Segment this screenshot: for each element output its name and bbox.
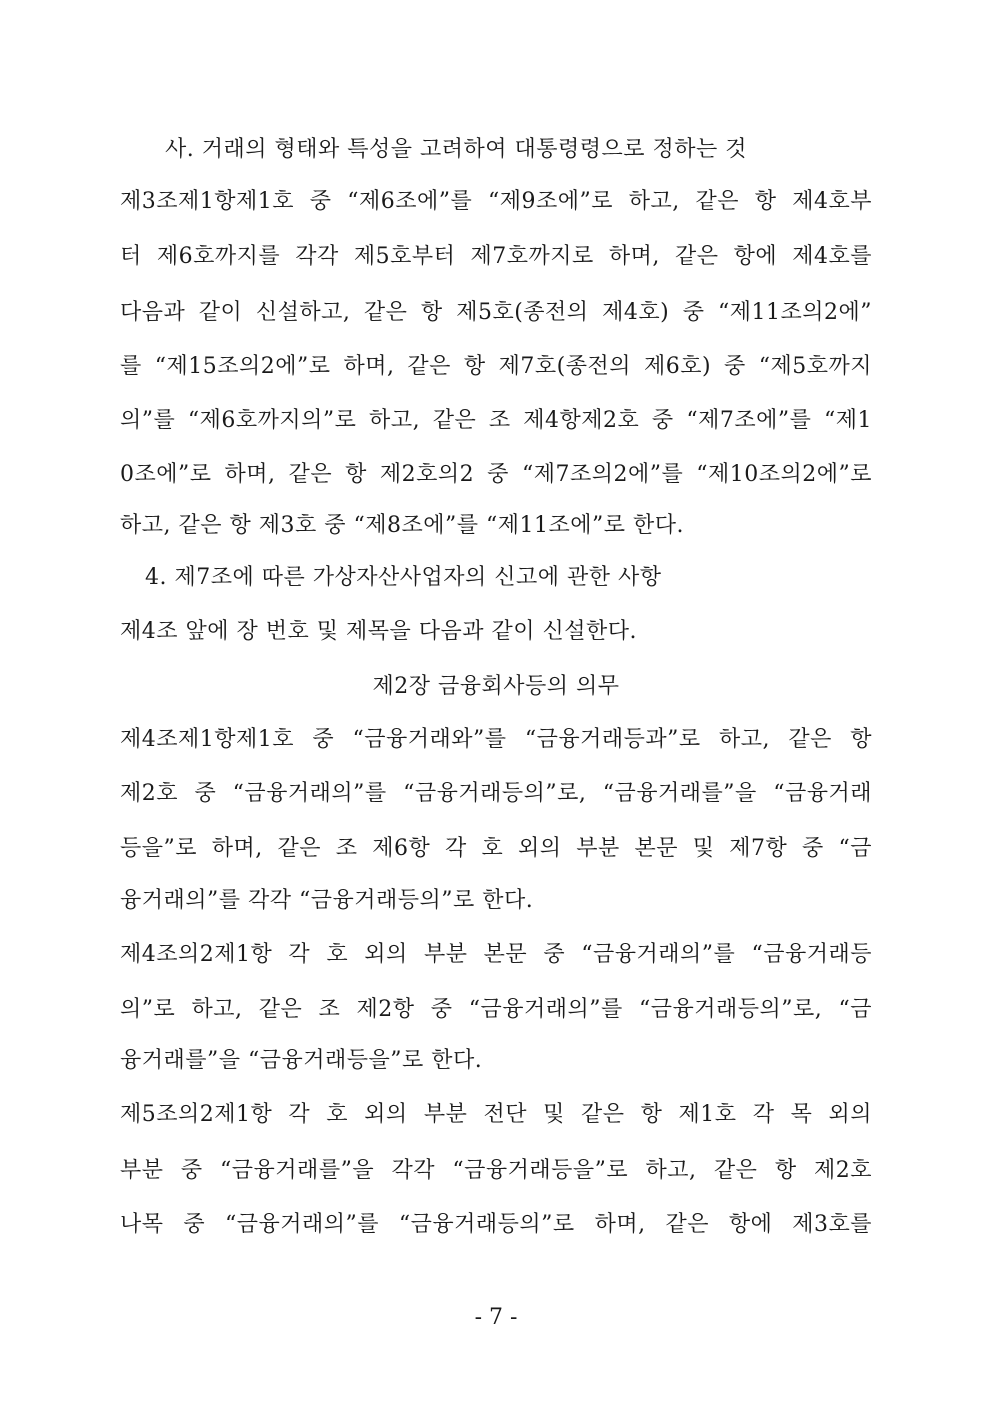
text-line: 제2호 중 “금융거래의”를 “금융거래등의”로, “금융거래를”을 “금융거래 xyxy=(120,781,872,806)
text-line: 터 제6호까지를 각각 제5호부터 제7호까지로 하며, 같은 항에 제4호를 xyxy=(120,244,872,269)
text-line: 융거래의”를 각각 “금융거래등의”로 한다. xyxy=(120,888,534,913)
list-item-4: 4. 제7조에 따른 가상자산사업자의 신고에 관한 사항 xyxy=(145,565,662,590)
page-number: - 7 - xyxy=(474,1305,518,1330)
text-line: 부분 중 “금융거래를”을 각각 “금융거래등을”로 하고, 같은 항 제2호 xyxy=(120,1158,872,1183)
chapter-heading: 제2장 금융회사등의 의무 xyxy=(372,674,620,699)
text-line: 제4조 앞에 장 번호 및 제목을 다음과 같이 신설한다. xyxy=(120,619,637,644)
list-item-sa: 사. 거래의 형태와 특성을 고려하여 대통령령으로 정하는 것 xyxy=(165,137,747,162)
text-line: 융거래를”을 “금융거래등을”로 한다. xyxy=(120,1048,483,1073)
text-line: 의”를 “제6호까지의”로 하고, 같은 조 제4항제2호 중 “제7조에”를 “제1 xyxy=(120,408,872,433)
text-line: 제5조의2제1항 각 호 외의 부분 전단 및 같은 항 제1호 각 목 외의 xyxy=(120,1102,872,1127)
text-line: 를 “제15조의2에”로 하며, 같은 항 제7호(종전의 제6호) 중 “제5호까지 xyxy=(120,354,872,379)
text-line: 의”로 하고, 같은 조 제2항 중 “금융거래의”를 “금융거래등의”로, “금 xyxy=(120,997,872,1022)
text-line: 제4조제1항제1호 중 “금융거래와”를 “금융거래등과”로 하고, 같은 항 xyxy=(120,727,872,752)
text-line: 다음과 같이 신설하고, 같은 항 제5호(종전의 제4호) 중 “제11조의2에” xyxy=(120,300,872,325)
text-line: 제4조의2제1항 각 호 외의 부분 본문 중 “금융거래의”를 “금융거래등 xyxy=(120,942,872,967)
text-line: 하고, 같은 항 제3호 중 “제8조에”를 “제11조에”로 한다. xyxy=(120,513,684,538)
text-line: 0조에”로 하며, 같은 항 제2호의2 중 “제7조의2에”를 “제10조의2에”로 xyxy=(120,462,872,487)
text-line: 나목 중 “금융거래의”를 “금융거래등의”로 하며, 같은 항에 제3호를 xyxy=(120,1212,872,1237)
text-line: 등을”로 하며, 같은 조 제6항 각 호 외의 부분 본문 및 제7항 중 “금 xyxy=(120,836,872,861)
text-line: 제3조제1항제1호 중 “제6조에”를 “제9조에”로 하고, 같은 항 제4호부 xyxy=(120,189,872,214)
